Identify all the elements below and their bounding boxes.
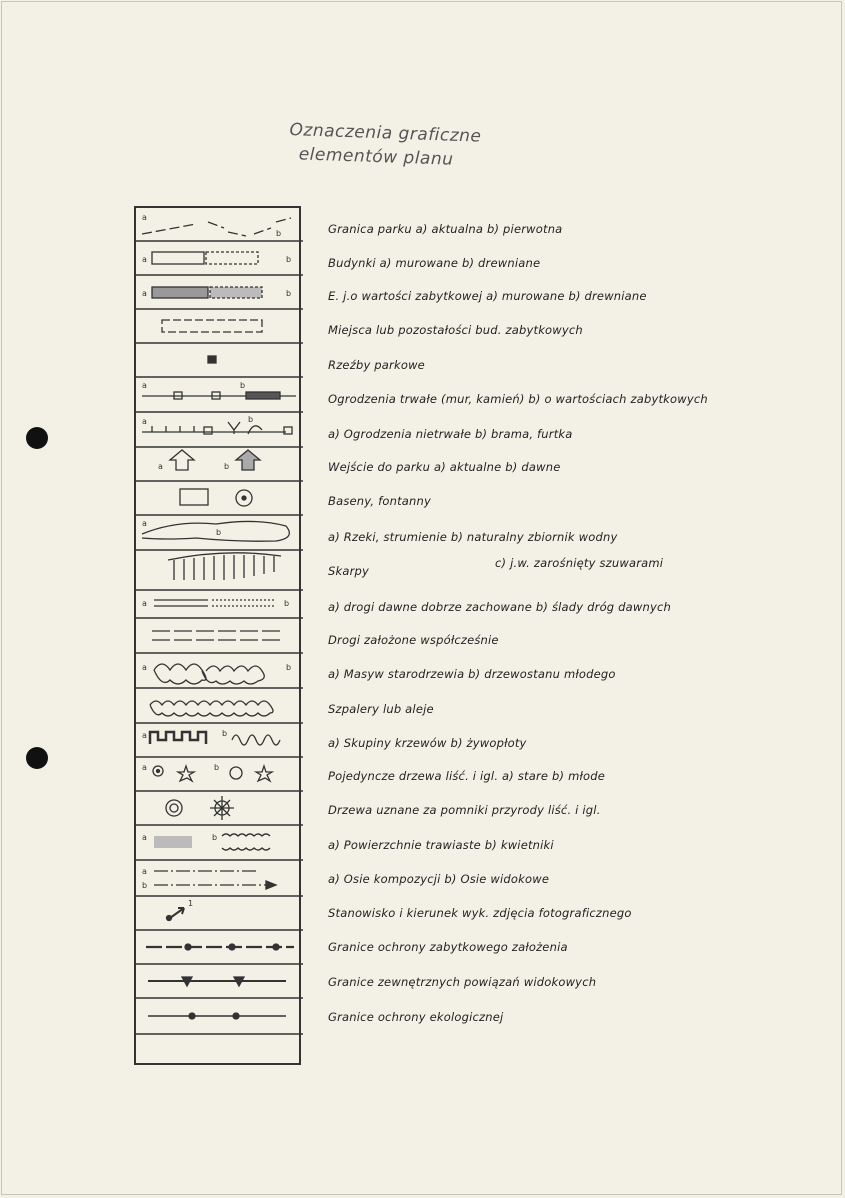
svg-text:a: a bbox=[142, 289, 147, 298]
legend-text-rzeki: a) Rzeki, strumienie b) naturalny zbiornik wodny bbox=[328, 530, 618, 544]
punch-hole-upper bbox=[26, 427, 48, 449]
legend-text-drogi-dawne: a) drogi dawne dobrze zachowane b) ślady dróg dawnych bbox=[328, 600, 672, 614]
svg-text:b: b bbox=[286, 289, 292, 298]
legend-text-miejsca-pozostalosci: Miejsca lub pozostałości bud. zabytkowych bbox=[328, 323, 583, 337]
svg-text:a: a bbox=[142, 417, 147, 426]
legend-text-budynki: Budynki a) murowane b) drewniane bbox=[328, 256, 541, 270]
legend-symbols bbox=[136, 208, 303, 1067]
legend-text-pomniki: Drzewa uznane za pomniki przyrody liść. i igl. bbox=[328, 803, 601, 817]
legend-text-wejscie: Wejście do parku a) aktualne b) dawne bbox=[328, 460, 561, 474]
legend-text-pojedyncze: Pojedyncze drzewa liść. i igl. a) stare b) młode bbox=[328, 769, 605, 783]
svg-text:b: b bbox=[286, 255, 292, 264]
legend-text-granice-powiazan: Granice zewnętrznych powiązań widokowych bbox=[328, 975, 597, 989]
svg-text:a: a bbox=[142, 213, 147, 222]
svg-text:b: b bbox=[224, 462, 230, 471]
svg-text:b: b bbox=[248, 415, 254, 424]
svg-text:a: a bbox=[142, 833, 147, 842]
svg-text:a: a bbox=[142, 519, 147, 528]
svg-text:a: a bbox=[142, 663, 147, 672]
svg-text:b: b bbox=[212, 833, 218, 842]
legend-text-skupiny: a) Skupiny krzewów b) żywopłoty bbox=[328, 736, 527, 750]
legend-text-szpalery: Szpalery lub aleje bbox=[328, 702, 434, 716]
title-line-2: elementów planu bbox=[298, 144, 454, 170]
legend-text-granice-ekologiczne: Granice ochrony ekologicznej bbox=[328, 1010, 504, 1024]
legend-text-ogrodzenia-nietrwale: a) Ogrodzenia nietrwałe b) brama, furtka bbox=[328, 427, 573, 441]
svg-text:a: a bbox=[158, 462, 163, 471]
legend-text-skarpy: Skarpy bbox=[328, 564, 370, 578]
punch-hole-lower bbox=[26, 747, 48, 769]
legend-text-masyw: a) Masyw starodrzewia b) drzewostanu młodego bbox=[328, 667, 616, 681]
legend-text-baseny: Baseny, fontanny bbox=[328, 494, 432, 508]
svg-text:a: a bbox=[142, 381, 147, 390]
svg-text:b: b bbox=[240, 381, 246, 390]
legend-text-budynki-zabytkowe: E. j.o wartości zabytkowej a) murowane b) drewniane bbox=[328, 289, 647, 303]
svg-text:b: b bbox=[276, 229, 282, 238]
legend-text-rzezby: Rzeźby parkowe bbox=[328, 358, 425, 372]
legend-text-osie: a) Osie kompozycji b) Osie widokowe bbox=[328, 872, 550, 886]
title-line-1: Oznaczenia graficzne bbox=[289, 119, 482, 147]
svg-text:b: b bbox=[284, 599, 290, 608]
legend-text-drogi-wspolczesne: Drogi założone współcześnie bbox=[328, 633, 499, 647]
svg-text:a: a bbox=[142, 731, 147, 740]
svg-text:b: b bbox=[214, 763, 220, 772]
svg-text:b: b bbox=[216, 528, 222, 537]
legend-text-stanowisko: Stanowisko i kierunek wyk. zdjęcia fotograficznego bbox=[328, 906, 632, 920]
legend-text-granica-parku: Granica parku a) aktualna b) pierwotna bbox=[328, 222, 563, 236]
legend-symbol-column bbox=[134, 206, 301, 1065]
svg-text:1: 1 bbox=[188, 899, 194, 908]
page-title bbox=[288, 118, 482, 173]
svg-text:a: a bbox=[142, 763, 147, 772]
legend-text-skarpy-c: c) j.w. zarośnięty szuwarami bbox=[495, 556, 664, 570]
svg-text:a: a bbox=[142, 255, 147, 264]
svg-text:b: b bbox=[222, 729, 228, 738]
legend-text-ogrodzenia-trwale: Ogrodzenia trwałe (mur, kamień) b) o wartościach zabytkowych bbox=[328, 392, 708, 406]
legend-text-granice-zabytkowe: Granice ochrony zabytkowego założenia bbox=[328, 940, 568, 954]
legend-text-powierzchnie: a) Powierzchnie trawiaste b) kwietniki bbox=[328, 838, 554, 852]
svg-text:b: b bbox=[286, 663, 292, 672]
svg-text:a: a bbox=[142, 867, 147, 876]
svg-text:a: a bbox=[142, 599, 147, 608]
svg-text:b: b bbox=[142, 881, 148, 890]
